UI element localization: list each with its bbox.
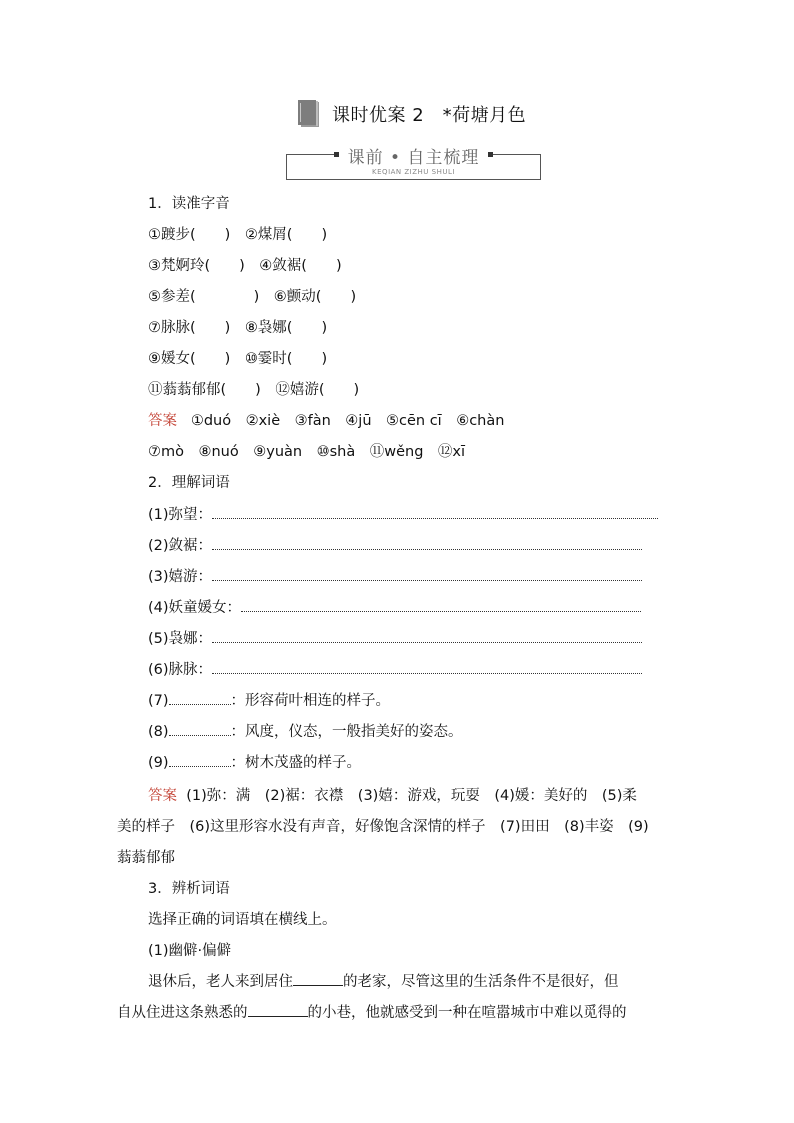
q2-def-label: (3)嬉游： — [148, 569, 213, 585]
answer-blank[interactable] — [241, 599, 641, 612]
q2-fill-7 — [148, 689, 390, 710]
q2-def-label: (6)脉脉： — [148, 662, 213, 678]
q2-def-2 — [148, 534, 642, 555]
q2-def-5 — [148, 627, 642, 648]
q1-answer-line-1 — [148, 409, 504, 430]
q2-fill-text: ：树木茂盛的样子。 — [230, 755, 362, 771]
answer-label: 答案 — [148, 788, 177, 804]
answer-blank[interactable] — [169, 723, 231, 736]
q2-def-label: (4)妖童媛女： — [148, 600, 242, 616]
answer-blank[interactable] — [212, 661, 642, 674]
section-heading: 课前 • 自主梳理 — [347, 148, 480, 168]
q1-row-6: ⑪蓊蓊郁郁( ) ⑫嬉游( ) — [148, 382, 360, 398]
answer-blank[interactable] — [212, 537, 642, 550]
q3-instruction: 选择正确的词语填在横线上。 — [148, 912, 337, 928]
q2-fill-8 — [148, 720, 463, 741]
q2-answer-text-1: (1)弥：满 (2)裾：衣襟 (3)嬉：游戏，玩耍 (4)媛：美好的 (5)柔 — [186, 788, 637, 804]
q3-text: 的小巷，他就感受到一种在喧嚣城市中难以觅得的 — [307, 1005, 627, 1021]
answer-blank[interactable] — [169, 754, 231, 767]
q2-answer-line-1 — [148, 784, 637, 805]
q3-paragraph-line-1 — [148, 970, 619, 991]
q1-row-2: ③梵婀玲( ) ④敛裾( ) — [148, 258, 342, 274]
q1-answer-line-2: ⑦mò ⑧nuó ⑨yuàn ⑩shà ⑪wěng ⑫xī — [148, 444, 466, 460]
q2-fill-number: (8) — [148, 724, 169, 740]
q2-def-label: (2)敛裾： — [148, 538, 213, 554]
answer-blank[interactable] — [212, 506, 658, 519]
q1-heading: 1．读准字音 — [148, 196, 230, 212]
q1-row-1: ①踱步( ) ②煤屑( ) — [148, 227, 328, 243]
q2-def-6 — [148, 658, 642, 679]
q2-fill-9 — [148, 751, 361, 772]
lesson-title-row — [298, 96, 526, 132]
q2-fill-text: ：风度，仪态，一般指美好的姿态。 — [230, 724, 463, 740]
q3-text: 的老家，尽管这里的生活条件不是很好，但 — [343, 974, 619, 990]
q2-fill-number: (7) — [148, 693, 169, 709]
q2-def-label: (1)弥望： — [148, 507, 213, 523]
answer-blank[interactable] — [293, 973, 343, 986]
q3-heading: 3．辨析词语 — [148, 881, 230, 897]
section-subheading: KEQIAN ZIZHU SHULI — [372, 168, 455, 176]
q2-fill-text: ：形容荷叶相连的样子。 — [230, 693, 391, 709]
q1-row-4: ⑦脉脉( ) ⑧袅娜( ) — [148, 320, 328, 336]
q2-answer-line-3: 蓊蓊郁郁 — [117, 850, 175, 866]
q3-text: 退休后，老人来到居住 — [148, 974, 293, 990]
q3-paragraph-line-2 — [117, 1001, 627, 1022]
answer-blank[interactable] — [212, 568, 642, 581]
section-banner — [286, 143, 541, 181]
answer-blank[interactable] — [212, 630, 642, 643]
q1-answer-text-1: ①duó ②xiè ③fàn ④jū ⑤cēn cī ⑥chàn — [190, 413, 505, 429]
lesson-title: 课时优案 2 *荷塘月色 — [332, 105, 527, 126]
book-icon — [298, 100, 320, 128]
q2-def-label: (5)袅娜： — [148, 631, 213, 647]
q3-text: 自从住进这条熟悉的 — [117, 1005, 248, 1021]
q2-def-4 — [148, 596, 641, 617]
answer-label: 答案 — [148, 413, 177, 429]
q2-def-1 — [148, 503, 658, 524]
q2-heading: 2．理解词语 — [148, 475, 230, 491]
q3-sub-1: (1)幽僻·偏僻 — [148, 943, 232, 959]
q2-answer-line-2: 美的样子 (6)这里形容水没有声音，好像饱含深情的样子 (7)田田 (8)丰姿 (9) — [117, 819, 649, 835]
answer-blank[interactable] — [248, 1004, 308, 1017]
q2-fill-number: (9) — [148, 755, 169, 771]
q1-row-5: ⑨媛女( ) ⑩霎时( ) — [148, 351, 328, 367]
q1-row-3: ⑤参差( ) ⑥颤动( ) — [148, 289, 357, 305]
answer-blank[interactable] — [169, 692, 231, 705]
q2-def-3 — [148, 565, 642, 586]
